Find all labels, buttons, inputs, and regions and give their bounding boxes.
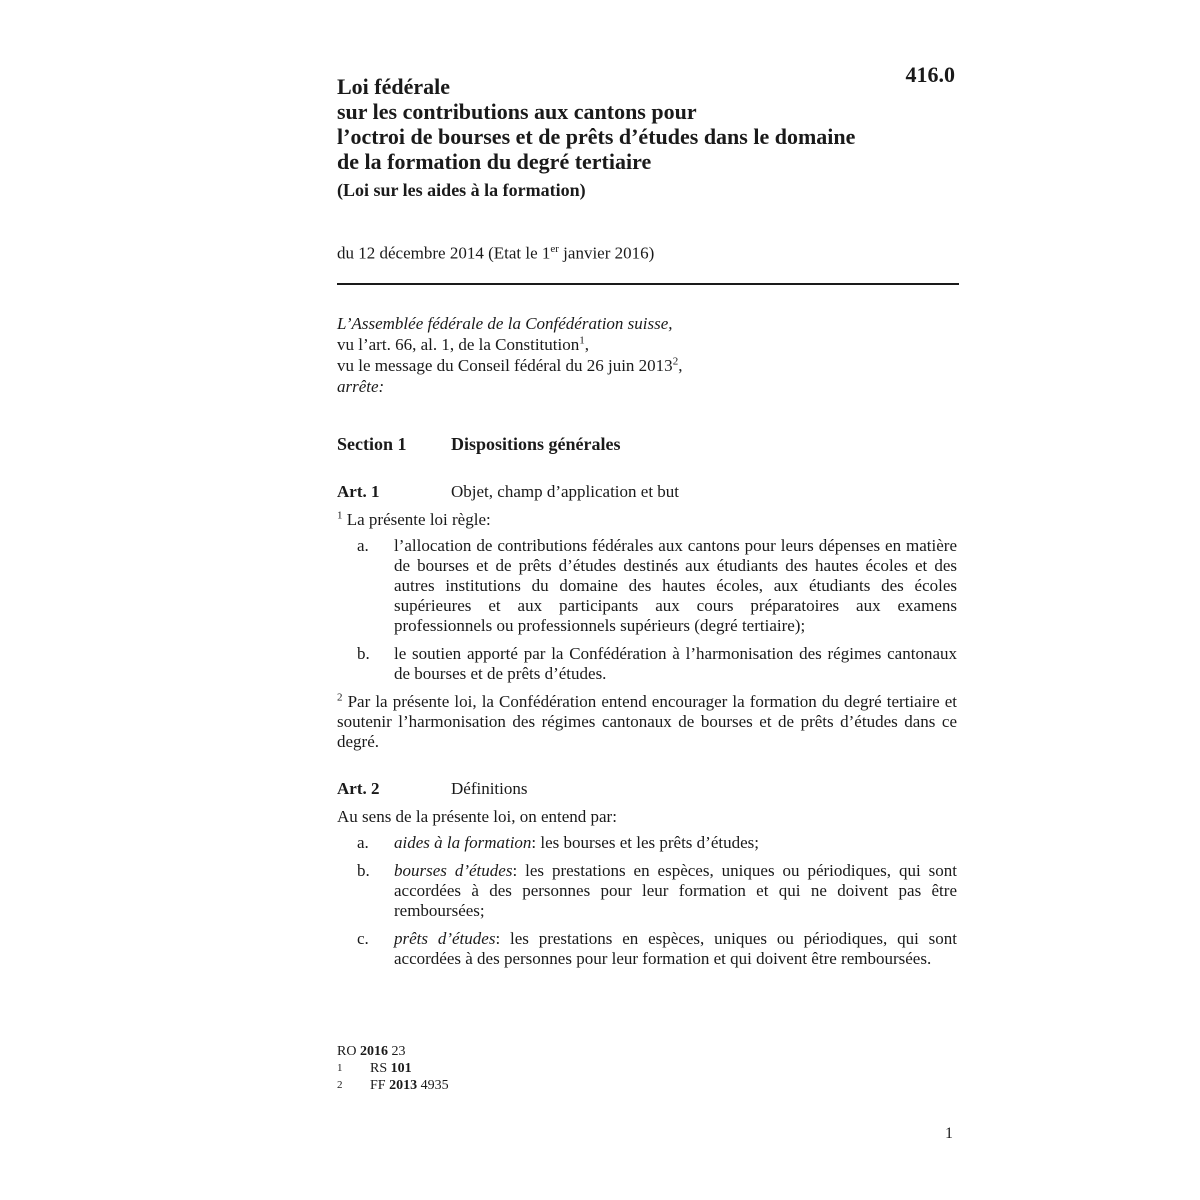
- punct: ,: [584, 334, 589, 354]
- date-suffix: janvier 2016): [558, 243, 655, 263]
- defined-term: prêts d’études: [394, 928, 496, 948]
- date-line: [337, 243, 957, 264]
- list-text: [394, 929, 957, 969]
- definition: : les prestations en espèces, uniques ou périodiques, qui sont accordées à des personnes pour leur formation et qui ne doivent pas être remboursées;: [394, 860, 957, 920]
- footnote-ref-2[interactable]: 2: [672, 355, 679, 367]
- article-title: Objet, champ d’application et but: [451, 481, 680, 501]
- page-number: 1: [945, 1125, 953, 1142]
- preamble-assembly: L’Assemblée fédérale de la Confédération suisse,: [337, 313, 673, 333]
- list-letter: a.: [357, 832, 369, 852]
- paragraph-number: 1: [337, 509, 343, 521]
- paragraph-number: 2: [337, 691, 343, 703]
- footnote-ref-1[interactable]: 1: [579, 334, 585, 346]
- ro-reference: [337, 1043, 449, 1060]
- article-number: Art. 1: [337, 481, 380, 501]
- list-text: [394, 833, 957, 853]
- definition: : les prestations en espèces, uniques ou périodiques, qui sont accordées à des personnes pour leur formation et qui doivent être remboursées.: [394, 928, 957, 968]
- preamble-constitution-text: vu l’art. 66, al. 1, de la Constitution: [337, 334, 580, 354]
- footnote-suffix: 4935: [417, 1078, 449, 1093]
- preamble-message: [337, 355, 957, 376]
- list-text: le soutien apporté par la Confédération à l’harmonisation des régimes cantonaux de bourses et de prêts d’études.: [394, 643, 957, 683]
- date-sup: er: [550, 243, 559, 255]
- definition: : les bourses et les prêts d’études;: [531, 832, 759, 852]
- article-1-list: [337, 536, 957, 684]
- list-letter: c.: [357, 928, 369, 948]
- ro-year: 2016: [359, 1044, 388, 1059]
- ro-page: 23: [387, 1044, 406, 1059]
- title-line: l’octroi de bourses et de prêts d’études dans le domaine: [337, 124, 856, 149]
- section-heading: [337, 434, 957, 455]
- list-letter: a.: [357, 535, 369, 555]
- preamble-constitution: [337, 334, 957, 355]
- punct: ,: [678, 355, 683, 375]
- footnote-bold: 101: [390, 1061, 412, 1076]
- footnote-2: [337, 1077, 449, 1094]
- list-item: [337, 833, 957, 853]
- defined-term: bourses d’études: [394, 860, 513, 880]
- list-letter: b.: [357, 860, 370, 880]
- article-2-heading: [337, 779, 957, 799]
- divider-rule: [337, 283, 959, 285]
- footnote-bold: 2013: [389, 1078, 418, 1093]
- paragraph-text: La présente loi règle:: [342, 509, 491, 529]
- preamble-message-text: vu le message du Conseil fédéral du 26 juin 2013: [337, 355, 673, 375]
- article-1-heading: [337, 482, 957, 502]
- list-item: [337, 861, 957, 921]
- footnote-text: [370, 1077, 449, 1094]
- footnote-1: [337, 1060, 449, 1077]
- article-1-paragraph-1: [337, 510, 957, 530]
- ro-prefix: RO: [337, 1044, 360, 1059]
- footnote-text: [370, 1060, 412, 1077]
- article-number: Art. 2: [337, 778, 380, 798]
- list-text: [394, 861, 957, 921]
- paragraph-text: Par la présente loi, la Confédération entend encourager la formation du degré tertiaire et soutenir l’harmonisation des régimes cantonaux de bourses et de prêts d’études dans ce degré.: [337, 691, 957, 751]
- title-line: sur les contributions aux cantons pour: [337, 99, 697, 124]
- list-item: [337, 536, 957, 636]
- footnote-number: 1: [337, 1062, 343, 1074]
- list-item: [337, 644, 957, 684]
- title-line: Loi fédérale: [337, 74, 451, 99]
- document-page: [337, 60, 957, 977]
- preamble: [337, 313, 957, 397]
- footnotes: [337, 1043, 449, 1094]
- preamble-decree: arrête:: [337, 376, 385, 396]
- article-title: Définitions: [451, 778, 528, 798]
- sr-number: 416.0: [905, 62, 955, 87]
- footnote-prefix: RS: [370, 1061, 391, 1076]
- short-title: (Loi sur les aides à la formation): [337, 180, 586, 200]
- defined-term: aides à la formation: [394, 832, 532, 852]
- title-line: de la formation du degré tertiaire: [337, 149, 652, 174]
- article-2-list: [337, 833, 957, 969]
- footnote-prefix: FF: [370, 1078, 390, 1093]
- article-1-paragraph-2: [337, 692, 957, 752]
- law-title: [337, 74, 957, 174]
- list-item: [337, 929, 957, 969]
- footnote-number: 2: [337, 1079, 343, 1091]
- section-number: Section 1: [337, 433, 407, 454]
- article-2-intro: Au sens de la présente loi, on entend par:: [337, 806, 617, 826]
- section-title: Dispositions générales: [451, 433, 621, 454]
- list-letter: b.: [357, 643, 370, 663]
- date-prefix: du 12 décembre 2014 (Etat le 1: [337, 243, 551, 263]
- list-text: l’allocation de contributions fédérales aux cantons pour leurs dépenses en matière de bourses et de prêts d’études destinés aux étudiants des hautes écoles et des autres institutions du domaine des hautes écoles, aux étudiants des écoles supérieures et aux participants aux cours préparatoires aux examens professionnels ou professionnels supérieurs (degré tertiaire);: [394, 535, 957, 635]
